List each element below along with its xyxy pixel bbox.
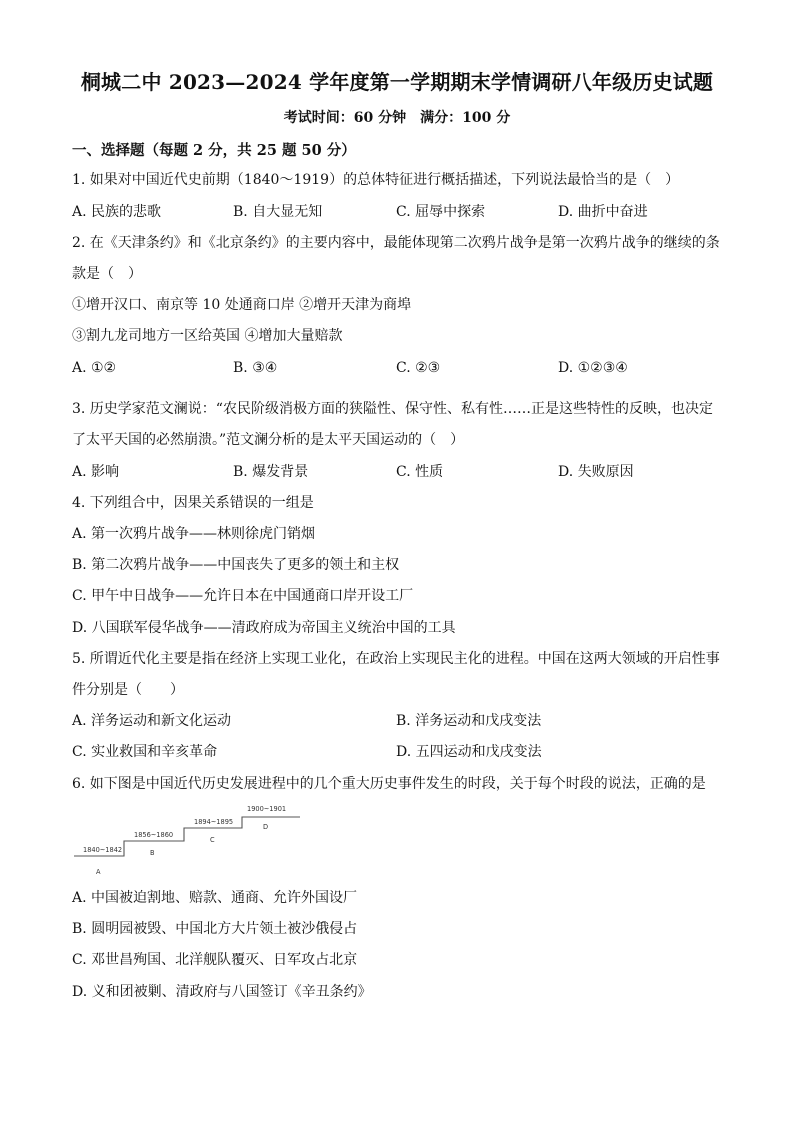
question-6-option-d: D. 义和团被剿、清政府与八国签订《辛丑条约》 <box>72 984 372 1000</box>
question-6-option-b: B. 圆明园被毁、中国北方大片领土被沙俄侵占 <box>72 921 358 937</box>
period-label-d: 1900~1901 <box>247 805 287 813</box>
question-4-option-a: A. 第一次鸦片战争——林则徐虎门销烟 <box>72 526 316 542</box>
question-3-option-b: B. 爆发背景 <box>233 464 309 480</box>
question-6-stem: 6. 如下图是中国近代历史发展进程中的几个重大历史事件发生的时段，关于每个时段的说法，正确的是 <box>72 776 706 792</box>
question-2-option-a: A. ①② <box>72 360 117 376</box>
period-label-a: 1840~1842 <box>83 846 123 854</box>
question-4-stem: 4. 下列组合中，因果关系错误的一组是 <box>72 495 314 511</box>
timeline-staircase-diagram <box>72 796 312 882</box>
step-letter-c: C <box>210 836 215 844</box>
question-3-stem-line-2: 了太平天国的必然崩溃。”范文澜分析的是太平天国运动的（ ） <box>72 432 465 448</box>
step-letter-b: B <box>150 849 155 857</box>
exam-info: 考试时间：60 分钟 满分：100 分 <box>283 110 511 126</box>
question-3-stem-line-1: 3. 历史学家范文澜说：“农民阶级消极方面的狭隘性、保守性、私有性……正是这些特性的反映，也决定 <box>72 401 713 417</box>
period-label-b: 1856~1860 <box>134 831 174 839</box>
question-1-stem: 1. 如果对中国近代史前期（1840～1919）的总体特征进行概括描述，下列说法最恰当的是（ ） <box>72 172 680 188</box>
question-1-option-d: D. 曲折中奋进 <box>558 204 648 220</box>
question-3-option-d: D. 失败原因 <box>558 464 634 480</box>
question-1-option-a: A. 民族的悲歌 <box>72 204 162 220</box>
page-title: 桐城二中 2023—2024 学年度第一学期期末学情调研八年级历史试题 <box>80 70 714 94</box>
question-2-option-b: B. ③④ <box>233 360 278 376</box>
question-4-option-c: C. 甲午中日战争——允许日本在中国通商口岸开设工厂 <box>72 588 414 604</box>
question-5-stem-line-1: 5. 所谓近代化主要是指在经济上实现工业化，在政治上实现民主化的进程。中国在这两大领域的开启性事 <box>72 651 720 667</box>
question-2-stem-line-2: 款是（ ） <box>72 266 142 282</box>
question-2-statement-line-2: ③割九龙司地方一区给英国 ④增加大量赔款 <box>72 328 343 344</box>
question-5-option-a: A. 洋务运动和新文化运动 <box>72 713 232 729</box>
question-2-stem-line-1: 2. 在《天津条约》和《北京条约》的主要内容中，最能体现第二次鸦片战争是第一次鸦片战争的继续的条 <box>72 235 720 251</box>
question-3-option-a: A. 影响 <box>72 464 120 480</box>
section-heading: 一、选择题（每题 2 分，共 25 题 50 分） <box>72 142 356 159</box>
question-5-option-b: B. 洋务运动和戊戌变法 <box>396 713 542 729</box>
step-letter-d: D <box>263 823 269 831</box>
question-3-option-c: C. 性质 <box>396 464 444 480</box>
question-6-option-c: C. 邓世昌殉国、北洋舰队覆灭、日军攻占北京 <box>72 952 358 968</box>
question-4-option-b: B. 第二次鸦片战争——中国丧失了更多的领土和主权 <box>72 557 400 573</box>
question-5-stem-line-2: 件分别是（ ） <box>72 682 184 698</box>
period-label-c: 1894~1895 <box>194 818 234 826</box>
question-5-option-d: D. 五四运动和戊戌变法 <box>396 744 542 760</box>
question-1-option-b: B. 自大显无知 <box>233 204 323 220</box>
question-2-option-c: C. ②③ <box>396 360 441 376</box>
question-5-option-c: C. 实业救国和辛亥革命 <box>72 744 218 760</box>
question-2-statement-line-1: ①增开汉口、南京等 10 处通商口岸 ②增开天津为商埠 <box>72 297 412 313</box>
question-2-option-d: D. ①②③④ <box>558 360 628 376</box>
question-1-option-c: C. 屈辱中探索 <box>396 204 486 220</box>
question-6-option-a: A. 中国被迫割地、赔款、通商、允许外国设厂 <box>72 890 358 906</box>
step-letter-a: A <box>96 868 101 876</box>
question-4-option-d: D. 八国联军侵华战争——清政府成为帝国主义统治中国的工具 <box>72 620 456 636</box>
